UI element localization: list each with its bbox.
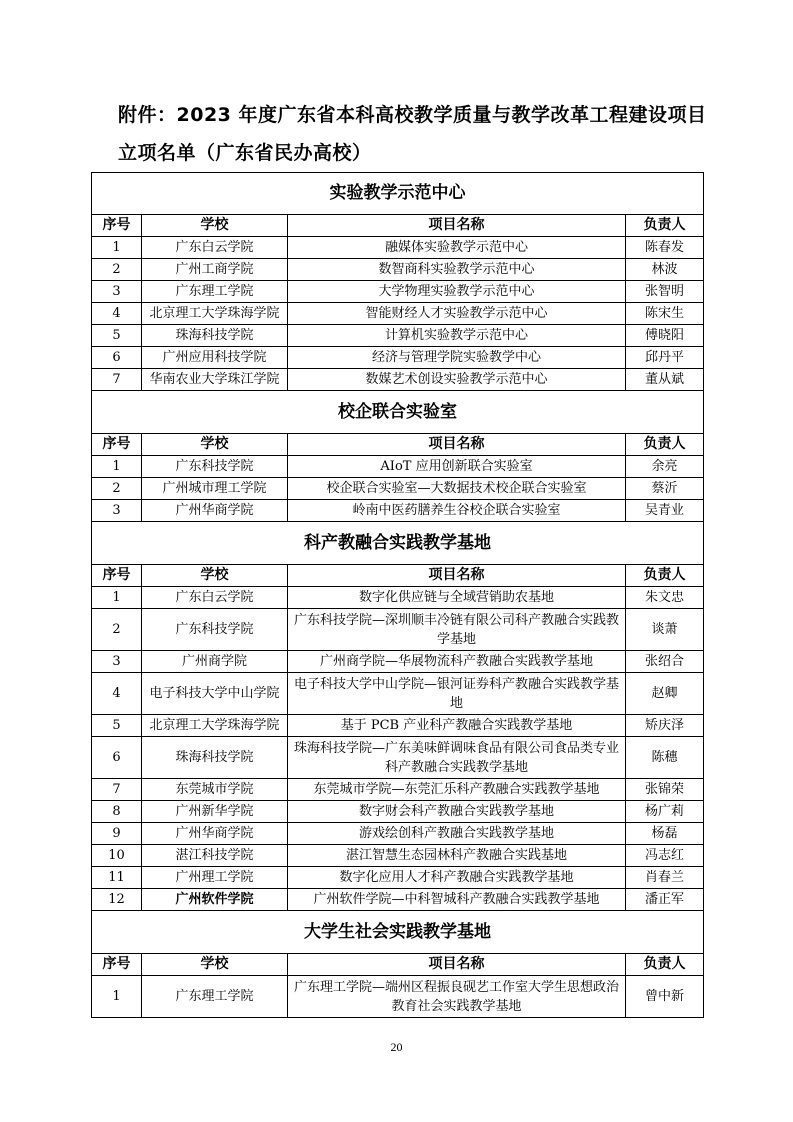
col-header-no: 序号: [92, 954, 142, 976]
section-header: [92, 911, 704, 954]
cell-leader: 林波: [626, 259, 704, 281]
cell-no: 4: [92, 303, 142, 325]
cell-no: 2: [92, 478, 142, 500]
cell-school: 广东科技学院: [142, 456, 288, 478]
cell-leader: 杨广莉: [626, 801, 704, 823]
table-row: [92, 587, 704, 609]
col-header-project: 项目名称: [288, 215, 626, 237]
column-header-row: [92, 954, 704, 976]
col-header-project: 项目名称: [288, 565, 626, 587]
section-header: [92, 522, 704, 565]
cell-no: 9: [92, 823, 142, 845]
cell-project: 数媒艺术创设实验教学示范中心: [288, 369, 626, 391]
cell-leader: 邱丹平: [626, 347, 704, 369]
title-line-2: 立项名单（广东省民办高校）: [118, 142, 372, 164]
cell-school: 广东白云学院: [142, 237, 288, 259]
table-row: [92, 281, 704, 303]
cell-project: 东莞城市学院—东莞汇乐科产教融合实践教学基地: [288, 779, 626, 801]
table-row: [92, 237, 704, 259]
col-header-project: 项目名称: [288, 434, 626, 456]
cell-project: 大学物理实验教学示范中心: [288, 281, 626, 303]
cell-project: 智能财经人才实验教学示范中心: [288, 303, 626, 325]
cell-no: 12: [92, 889, 142, 911]
col-header-school: 学校: [142, 565, 288, 587]
cell-school: 广州城市理工学院: [142, 478, 288, 500]
table-row: [92, 303, 704, 325]
cell-school: 广州新华学院: [142, 801, 288, 823]
cell-leader: 赵卿: [626, 673, 704, 715]
document-title: [118, 96, 718, 172]
cell-no: 1: [92, 237, 142, 259]
cell-school: 湛江科技学院: [142, 845, 288, 867]
cell-project: 基于 PCB 产业科产教融合实践教学基地: [288, 715, 626, 737]
title-line-1: 附件：2023 年度广东省本科高校教学质量与教学改革工程建设项目: [118, 104, 707, 126]
cell-school: 北京理工大学珠海学院: [142, 303, 288, 325]
cell-project: 数字财会科产教融合实践教学基地: [288, 801, 626, 823]
col-header-leader: 负责人: [626, 434, 704, 456]
col-header-leader: 负责人: [626, 215, 704, 237]
cell-project: AIoT 应用创新联合实验室: [288, 456, 626, 478]
cell-leader: 陈穗: [626, 737, 704, 779]
section-title: 校企联合实验室: [92, 391, 704, 434]
cell-no: 10: [92, 845, 142, 867]
cell-no: 1: [92, 456, 142, 478]
table-row: [92, 651, 704, 673]
cell-project: 岭南中医药膳养生谷校企联合实验室: [288, 500, 626, 522]
col-header-no: 序号: [92, 434, 142, 456]
cell-leader: 朱文忠: [626, 587, 704, 609]
cell-school: 广州理工学院: [142, 867, 288, 889]
cell-school: 广州华商学院: [142, 823, 288, 845]
cell-no: 7: [92, 369, 142, 391]
cell-leader: 张绍合: [626, 651, 704, 673]
cell-leader: 吴青业: [626, 500, 704, 522]
cell-no: 4: [92, 673, 142, 715]
page-number: 20: [390, 1040, 403, 1054]
table-row: [92, 779, 704, 801]
cell-no: 6: [92, 737, 142, 779]
cell-school: 广州工商学院: [142, 259, 288, 281]
cell-project: 广东理工学院—端州区程振良砚艺工作室大学生思想政治教育社会实践教学基地: [288, 976, 626, 1018]
cell-project: 计算机实验教学示范中心: [288, 325, 626, 347]
cell-school: 华南农业大学珠江学院: [142, 369, 288, 391]
cell-project: 校企联合实验室—大数据技术校企联合实验室: [288, 478, 626, 500]
table-row: [92, 325, 704, 347]
cell-leader: 冯志红: [626, 845, 704, 867]
table-row: [92, 259, 704, 281]
cell-no: 3: [92, 651, 142, 673]
cell-leader: 张智明: [626, 281, 704, 303]
table-row: [92, 500, 704, 522]
cell-leader: 余亮: [626, 456, 704, 478]
cell-leader: 曾中新: [626, 976, 704, 1018]
section-title: 科产教融合实践教学基地: [92, 522, 704, 565]
cell-school: 北京理工大学珠海学院: [142, 715, 288, 737]
section-header: [92, 391, 704, 434]
cell-leader: 傅晓阳: [626, 325, 704, 347]
cell-project: 广州软件学院—中科智城科产教融合实践教学基地: [288, 889, 626, 911]
cell-leader: 张锦荣: [626, 779, 704, 801]
cell-school: 广东白云学院: [142, 587, 288, 609]
cell-no: 7: [92, 779, 142, 801]
cell-project: 湛江智慧生态园林科产教融合实践基地: [288, 845, 626, 867]
table-row: [92, 801, 704, 823]
col-header-leader: 负责人: [626, 954, 704, 976]
cell-no: 3: [92, 500, 142, 522]
cell-leader: 肖春兰: [626, 867, 704, 889]
col-header-leader: 负责人: [626, 565, 704, 587]
table-row: [92, 845, 704, 867]
cell-no: 8: [92, 801, 142, 823]
cell-no: 2: [92, 609, 142, 651]
cell-leader: 潘正军: [626, 889, 704, 911]
cell-leader: 杨磊: [626, 823, 704, 845]
section-title: 大学生社会实践教学基地: [92, 911, 704, 954]
cell-school: 广州商学院: [142, 651, 288, 673]
cell-project: 数字化应用人才科产教融合实践教学基地: [288, 867, 626, 889]
table-row: [92, 478, 704, 500]
table-row: [92, 867, 704, 889]
cell-school: 东莞城市学院: [142, 779, 288, 801]
cell-no: 5: [92, 715, 142, 737]
cell-project: 数字化供应链与全域营销助农基地: [288, 587, 626, 609]
cell-school: 广东理工学院: [142, 976, 288, 1018]
cell-school: 珠海科技学院: [142, 325, 288, 347]
cell-leader: 陈春发: [626, 237, 704, 259]
column-header-row: [92, 565, 704, 587]
column-header-row: [92, 434, 704, 456]
col-header-no: 序号: [92, 565, 142, 587]
table-row: [92, 715, 704, 737]
cell-project: 广东科技学院—深圳顺丰冷链有限公司科产教融合实践教学基地: [288, 609, 626, 651]
column-header-row: [92, 215, 704, 237]
table-row: [92, 889, 704, 911]
cell-leader: 蔡沂: [626, 478, 704, 500]
cell-school: 广东科技学院: [142, 609, 288, 651]
cell-leader: 矫庆泽: [626, 715, 704, 737]
cell-leader: 谈萧: [626, 609, 704, 651]
cell-no: 6: [92, 347, 142, 369]
cell-project: 广州商学院—华展物流科产教融合实践教学基地: [288, 651, 626, 673]
table-row: [92, 456, 704, 478]
cell-school: 广州应用科技学院: [142, 347, 288, 369]
cell-no: 11: [92, 867, 142, 889]
cell-school: 广东理工学院: [142, 281, 288, 303]
section-title: 实验教学示范中心: [92, 173, 704, 215]
cell-school: 广州软件学院: [142, 889, 288, 911]
table-row: [92, 369, 704, 391]
table-row: [92, 673, 704, 715]
col-header-school: 学校: [142, 954, 288, 976]
col-header-school: 学校: [142, 434, 288, 456]
col-header-school: 学校: [142, 215, 288, 237]
project-table: [91, 172, 704, 1018]
cell-no: 5: [92, 325, 142, 347]
col-header-no: 序号: [92, 215, 142, 237]
cell-leader: 陈宋生: [626, 303, 704, 325]
table-row: [92, 737, 704, 779]
cell-project: 电子科技大学中山学院—银河证券科产教融合实践教学基地: [288, 673, 626, 715]
cell-project: 珠海科技学院—广东美味鲜调味食品有限公司食品类专业科产教融合实践教学基地: [288, 737, 626, 779]
section-header: [92, 173, 704, 215]
cell-no: 3: [92, 281, 142, 303]
cell-school: 广州华商学院: [142, 500, 288, 522]
table-row: [92, 347, 704, 369]
cell-project: 融媒体实验教学示范中心: [288, 237, 626, 259]
table-row: [92, 976, 704, 1018]
cell-school: 珠海科技学院: [142, 737, 288, 779]
cell-project: 经济与管理学院实验教学中心: [288, 347, 626, 369]
cell-leader: 董从斌: [626, 369, 704, 391]
cell-no: 1: [92, 587, 142, 609]
table-row: [92, 823, 704, 845]
cell-project: 游戏绘创科产教融合实践教学基地: [288, 823, 626, 845]
table-row: [92, 609, 704, 651]
col-header-project: 项目名称: [288, 954, 626, 976]
cell-school: 电子科技大学中山学院: [142, 673, 288, 715]
cell-no: 2: [92, 259, 142, 281]
cell-project: 数智商科实验教学示范中心: [288, 259, 626, 281]
cell-no: 1: [92, 976, 142, 1018]
